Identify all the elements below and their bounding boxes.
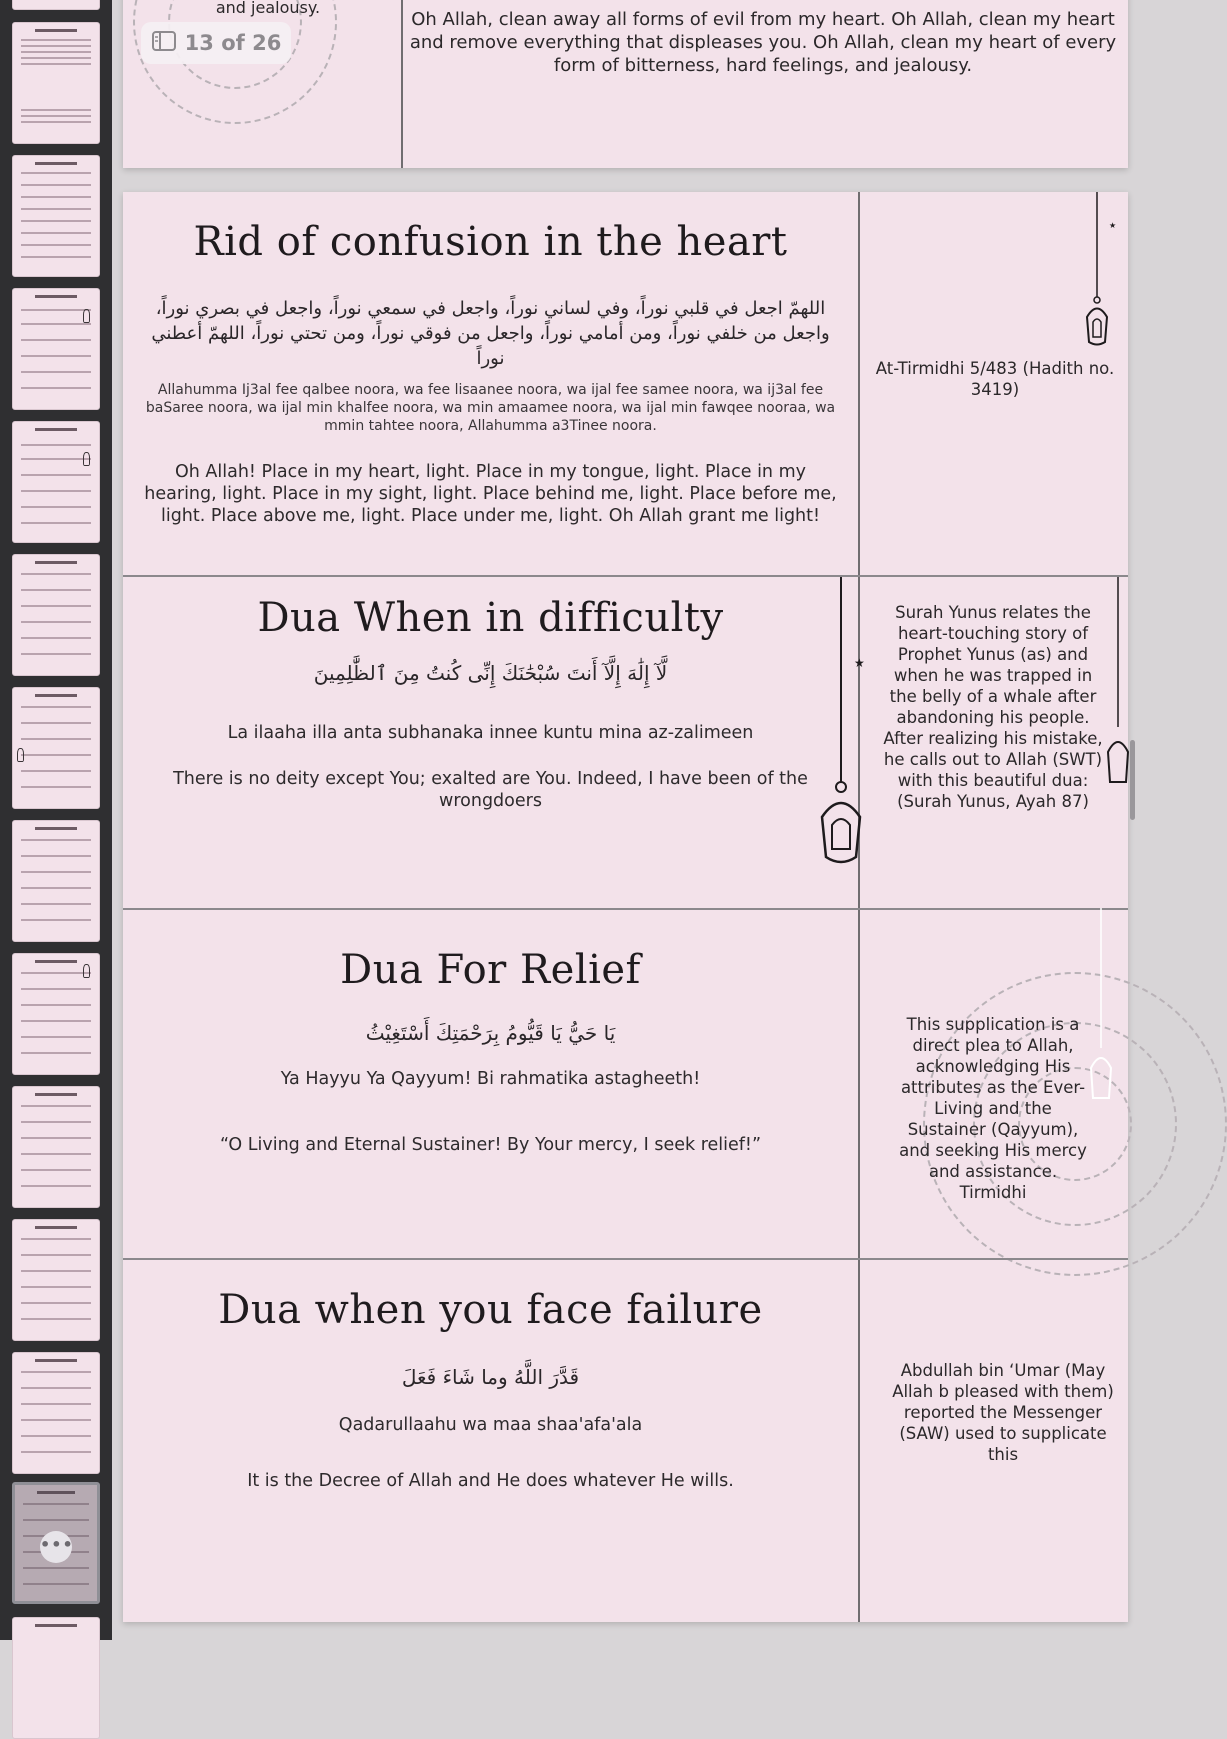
transliteration-text: Ya Hayyu Ya Qayyum! Bi rahmatika astagheeth!	[280, 1069, 701, 1089]
dua-section	[123, 1282, 858, 1492]
page-thumbnail[interactable]	[12, 554, 100, 676]
page-thumbnail[interactable]	[12, 820, 100, 942]
transliteration-text: La ilaaha illa anta subhanaka innee kuntu mina az-zalimeen	[227, 723, 754, 743]
prev-translation-text: Oh Allah, clean away all forms of evil from my heart. Oh Allah, clean my heart and remove everything that displeases you. Oh Allah, clean my heart of every form of bitterness, hard feelings, and jealousy.	[409, 9, 1117, 76]
section-title: Rid of confusion in the heart	[193, 219, 788, 265]
svg-text:★: ★	[1109, 221, 1117, 230]
page-thumbnail[interactable]	[12, 1219, 100, 1341]
dua-section	[123, 590, 858, 812]
arabic-text: يَا حَيُّ يَا قَيُّومُ بِرَحْمَتِكَ أَسْتَغِيْثُ	[365, 1021, 616, 1045]
page-thumbnail[interactable]	[12, 421, 100, 543]
scrollbar-thumb[interactable]	[1130, 740, 1135, 820]
hanging-lamp-icon	[1083, 192, 1117, 352]
dua-section	[123, 210, 858, 527]
arabic-text: اللهمّ اجعل في قلبي نوراً، وفي لساني نوراً، واجعل في سمعي نوراً، واجعل في بصري نوراً، واجعل من خلفي نوراً، ومن أمامي نوراً، واجعل من فوقي نوراً، ومن تحتي نوراً، اللهمّ أعطني نوراً	[151, 298, 830, 369]
hanging-lamp-icon	[1106, 577, 1130, 787]
page-thumbnail[interactable]	[12, 687, 100, 809]
page-indicator	[141, 22, 291, 64]
page-thumbnail-sidebar[interactable]	[0, 0, 112, 1640]
transliteration-text: Allahumma Ij3al fee qalbee noora, wa fee lisaanee noora, wa ijal fee samee noora, wa ij3al fee baSaree noora, wa ijal min khalfee noora, wa min amaamee noora, wa ijal min fawqee nooraa, wa mmin tahtee noora, Allahumma a3Tinee noora.	[145, 382, 836, 434]
arabic-text: قَدَّرَ اللَّهُ وما شَاءَ فَعَلَ	[401, 1365, 580, 1389]
page-thumbnail[interactable]	[12, 0, 100, 10]
page-thumbnail[interactable]	[12, 288, 100, 410]
page-thumbnail[interactable]	[12, 155, 100, 277]
more-options-button[interactable]: •••	[40, 1531, 72, 1563]
translation-text: There is no deity except You; exalted are You. Indeed, I have been of the wrongdoers	[173, 769, 808, 811]
section-title: Dua When in difficulty	[257, 595, 724, 641]
page-thumbnail[interactable]	[12, 22, 100, 144]
transliteration-text: Qadarullaahu wa maa shaa'afa'ala	[338, 1415, 643, 1435]
section-title: Dua when you face failure	[218, 1287, 763, 1333]
page-thumbnail[interactable]	[12, 953, 100, 1075]
arabic-text: لَّآ إِلَٰهَ إِلَّآ أَنتَ سُبْحَٰنَكَ إِنِّى كُنتُ مِنَ ٱلظَّٰلِمِينَ	[313, 661, 668, 685]
page-indicator-text: 13 of 26	[184, 31, 282, 55]
source-note: At-Tirmidhi 5/483 (Hadith no. 3419)	[875, 359, 1115, 399]
translation-text: “O Living and Eternal Sustainer! By Your mercy, I seek relief!”	[219, 1135, 762, 1155]
page-thumbnail[interactable]	[12, 1086, 100, 1208]
document-page	[123, 192, 1128, 1622]
dua-section	[123, 942, 858, 1156]
source-note: Abdullah bin ‘Umar (May Allah b pleased with them) reported the Messenger (SAW) used to supplicate this	[892, 1361, 1114, 1464]
source-note: This supplication is a direct plea to Allah, acknowledging His attributes as the Ever-Living and the Sustainer (Qayyum), and seeking His mercy and assistance. Tirmidhi	[899, 1015, 1087, 1202]
translation-text: It is the Decree of Allah and He does whatever He wills.	[247, 1471, 734, 1491]
page-thumbnail[interactable]	[12, 1617, 100, 1739]
prev-left-snippet: and jealousy.	[215, 0, 321, 17]
section-title: Dua For Relief	[340, 947, 641, 993]
page-thumbnail[interactable]	[12, 1352, 100, 1474]
source-note: Surah Yunus relates the heart-touching story of Prophet Yunus (as) and when he was trapped in the belly of a whale after abandoning his people. After realizing his mistake, he calls out to Allah (SWT) with this beautiful dua: (Surah Yunus, Ayah 87)	[883, 603, 1103, 811]
svg-text:★: ★	[854, 656, 865, 670]
sidebar-toggle-icon	[151, 30, 177, 57]
translation-text: Oh Allah! Place in my heart, light. Place in my tongue, light. Place in my hearing, light. Place in my sight, light. Place behind me, light. Place before me, light. Place above me, light. Place under me, light. Oh Allah grant me light!	[144, 462, 837, 526]
